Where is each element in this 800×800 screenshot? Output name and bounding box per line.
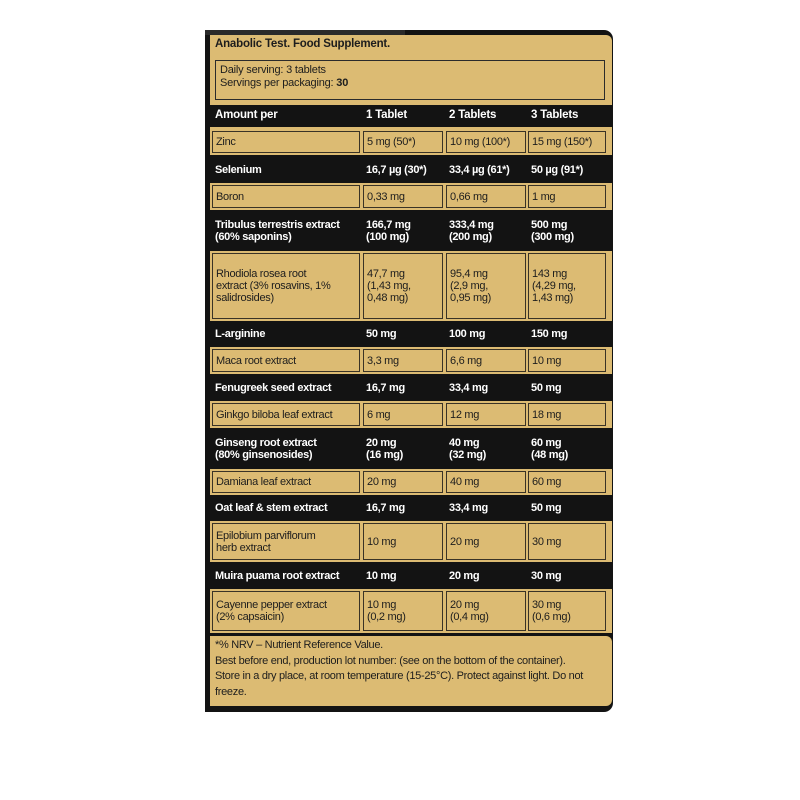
amount-2-tablets-cell — [446, 131, 526, 153]
supplement-facts-panel — [205, 30, 613, 712]
amount-3-tablets-cell — [528, 253, 606, 319]
table-row — [210, 210, 612, 251]
amount-2-tablets: 20 mg — [449, 569, 480, 582]
amount-3-tablets-cell — [528, 403, 606, 426]
servings-per-packaging — [220, 77, 600, 90]
amount-3-tablets-cell — [528, 471, 606, 493]
amount-1-tablet-cell — [363, 428, 443, 469]
table-row — [210, 401, 612, 428]
amount-2-tablets: 6,6 mg — [450, 354, 482, 367]
nutrient-name: Ginseng root extract (80% ginsenosides) — [215, 436, 317, 461]
footer-notes — [210, 636, 612, 706]
amount-2-tablets: 20 mg (0,4 mg) — [450, 599, 489, 623]
footnote-block — [215, 638, 606, 700]
nutrient-name-cell — [212, 321, 360, 347]
amount-1-tablet: 10 mg — [366, 569, 397, 582]
amount-3-tablets: 500 mg (300 mg) — [531, 218, 574, 243]
amount-1-tablet: 6 mg — [367, 408, 391, 421]
servings-per-packaging-label: Servings per packaging: — [220, 77, 337, 89]
amount-3-tablets: 1 mg — [532, 190, 556, 203]
amount-1-tablet-cell — [363, 156, 443, 183]
nutrient-name: Fenugreek seed extract — [215, 381, 332, 394]
nutrient-name: Rhodiola rosea root extract (3% rosavins, 1% salidrosides) — [216, 268, 331, 304]
amount-3-tablets: 50 µg (91*) — [531, 163, 583, 176]
table-row — [210, 156, 612, 183]
amount-2-tablets-cell — [446, 403, 526, 426]
nutrient-name: Epilobium parviflorum herb extract — [216, 529, 316, 554]
amount-3-tablets: 60 mg (48 mg) — [531, 436, 569, 461]
amount-1-tablet-cell — [363, 253, 443, 319]
nutrient-name: Boron — [216, 190, 244, 203]
amount-2-tablets-cell — [446, 374, 526, 401]
amount-1-tablet: 0,33 mg — [367, 190, 405, 203]
nutrient-name-cell — [212, 591, 360, 631]
amount-3-tablets-cell — [528, 374, 606, 401]
amount-2-tablets: 12 mg — [450, 408, 480, 421]
table-row — [210, 469, 612, 495]
amount-3-tablets-cell — [528, 523, 606, 560]
amount-2-tablets: 40 mg — [450, 476, 480, 488]
amount-2-tablets-cell — [446, 591, 526, 631]
amount-1-tablet-cell — [363, 562, 443, 589]
amount-3-tablets-cell — [528, 428, 606, 469]
table-row — [210, 321, 612, 347]
amount-1-tablet: 166,7 mg (100 mg) — [366, 218, 411, 243]
amount-3-tablets: 30 mg (0,6 mg) — [532, 599, 571, 623]
amount-3-tablets: 18 mg — [532, 408, 562, 421]
amount-2-tablets: 33,4 mg — [449, 381, 488, 394]
amount-3-tablets: 143 mg (4,29 mg, 1,43 mg) — [532, 268, 576, 304]
amount-1-tablet-cell — [363, 349, 443, 372]
nutrient-name-cell — [212, 131, 360, 153]
table-row — [210, 562, 612, 589]
amount-1-tablet: 3,3 mg — [367, 354, 399, 367]
amount-3-tablets-cell — [528, 185, 606, 208]
header-3-tablets: 3 Tablets — [531, 109, 579, 121]
amount-3-tablets: 50 mg — [531, 502, 562, 514]
nutrient-name-cell — [212, 253, 360, 319]
table-row — [210, 428, 612, 469]
amount-1-tablet-cell — [363, 210, 443, 251]
amount-1-tablet-cell — [363, 374, 443, 401]
table-header — [210, 105, 612, 127]
footnote-nrv: *% NRV – Nutrient Reference Value. — [215, 639, 383, 651]
nutrient-name: L-arginine — [215, 328, 266, 340]
nutrient-name-cell — [212, 185, 360, 208]
amount-2-tablets: 20 mg — [450, 535, 480, 548]
amount-3-tablets: 50 mg — [531, 381, 562, 394]
nutrient-name-cell — [212, 428, 360, 469]
daily-serving-text: Daily serving: 3 tablets — [220, 64, 326, 76]
table-row — [210, 347, 612, 374]
amount-1-tablet-cell — [363, 591, 443, 631]
amount-3-tablets-cell — [528, 321, 606, 347]
serving-info-box — [215, 60, 605, 100]
nutrient-name: Maca root extract — [216, 354, 296, 367]
nutrient-name: Ginkgo biloba leaf extract — [216, 408, 333, 421]
amount-2-tablets-cell — [446, 349, 526, 372]
amount-2-tablets: 40 mg (32 mg) — [449, 436, 487, 461]
amount-3-tablets-cell — [528, 156, 606, 183]
amount-2-tablets: 100 mg — [449, 328, 486, 340]
amount-3-tablets-cell — [528, 562, 606, 589]
amount-2-tablets-cell — [446, 523, 526, 560]
amount-1-tablet: 16,7 µg (30*) — [366, 163, 427, 176]
nutrient-name-cell — [212, 403, 360, 426]
amount-1-tablet-cell — [363, 321, 443, 347]
product-title: Anabolic Test. Food Supplement. — [215, 38, 391, 50]
nutrient-name: Selenium — [215, 163, 262, 176]
amount-1-tablet: 20 mg — [367, 476, 397, 488]
table-row — [210, 251, 612, 321]
amount-2-tablets-cell — [446, 210, 526, 251]
amount-1-tablet-cell — [363, 185, 443, 208]
amount-1-tablet: 16,7 mg — [366, 381, 405, 394]
nutrient-name: Oat leaf & stem extract — [215, 502, 328, 514]
amount-2-tablets-cell — [446, 253, 526, 319]
nutrient-name: Cayenne pepper extract (2% capsaicin) — [216, 599, 327, 623]
amount-1-tablet: 10 mg — [367, 535, 397, 548]
amount-3-tablets-cell — [528, 349, 606, 372]
amount-2-tablets-cell — [446, 185, 526, 208]
amount-2-tablets: 10 mg (100*) — [450, 136, 510, 148]
header-2-tablets: 2 Tablets — [449, 109, 497, 121]
nutrient-name: Muira puama root extract — [215, 569, 340, 582]
nutrient-name-cell — [212, 471, 360, 493]
amount-1-tablet: 20 mg (16 mg) — [366, 436, 404, 461]
amount-1-tablet-cell — [363, 471, 443, 493]
nutrient-name-cell — [212, 562, 360, 589]
amount-3-tablets: 15 mg (150*) — [532, 136, 592, 148]
footnote-storage: Store in a dry place, at room temperature (15-25°C). Protect against light. Do not freeze. — [215, 670, 584, 698]
amount-2-tablets: 0,66 mg — [450, 190, 488, 203]
nutrient-name: Zinc — [216, 136, 236, 148]
header-amount-per: Amount per — [215, 109, 278, 121]
amount-1-tablet-cell — [363, 495, 443, 521]
amount-2-tablets: 333,4 mg (200 mg) — [449, 218, 494, 243]
servings-per-packaging-value: 30 — [336, 77, 349, 89]
amount-2-tablets-cell — [446, 428, 526, 469]
amount-1-tablet: 10 mg (0,2 mg) — [367, 599, 406, 623]
amount-2-tablets-cell — [446, 156, 526, 183]
amount-1-tablet-cell — [363, 131, 443, 153]
table-row — [210, 129, 612, 155]
nutrient-name-cell — [212, 210, 360, 251]
amount-1-tablet: 50 mg — [366, 328, 397, 340]
amount-3-tablets-cell — [528, 210, 606, 251]
nutrient-name-cell — [212, 349, 360, 372]
footnote-best-before: Best before end, production lot number: (see on the bottom of the container). — [215, 654, 566, 667]
amount-1-tablet: 5 mg (50*) — [367, 136, 416, 148]
amount-1-tablet: 47,7 mg (1,43 mg, 0,48 mg) — [367, 268, 411, 304]
amount-2-tablets-cell — [446, 495, 526, 521]
amount-2-tablets-cell — [446, 321, 526, 347]
table-row — [210, 374, 612, 401]
table-row — [210, 183, 612, 210]
amount-2-tablets-cell — [446, 471, 526, 493]
amount-3-tablets: 30 mg — [531, 569, 562, 582]
amount-3-tablets: 30 mg — [532, 535, 562, 548]
table-row — [210, 589, 612, 633]
nutrient-name: Tribulus terrestris extract (60% saponins) — [215, 218, 340, 243]
table-row — [210, 495, 612, 521]
amount-3-tablets: 150 mg — [531, 328, 568, 340]
amount-3-tablets: 60 mg — [532, 476, 562, 488]
nutrient-name-cell — [212, 523, 360, 560]
amount-1-tablet: 16,7 mg — [366, 502, 405, 514]
amount-3-tablets-cell — [528, 495, 606, 521]
amount-2-tablets: 33,4 µg (61*) — [449, 163, 510, 176]
header-1-tablet: 1 Tablet — [366, 109, 408, 121]
amount-1-tablet-cell — [363, 523, 443, 560]
amount-2-tablets: 95,4 mg (2,9 mg, 0,95 mg) — [450, 268, 492, 304]
amount-3-tablets-cell — [528, 131, 606, 153]
nutrient-name-cell — [212, 495, 360, 521]
nutrient-name: Damiana leaf extract — [216, 476, 311, 488]
amount-2-tablets-cell — [446, 562, 526, 589]
amount-1-tablet-cell — [363, 403, 443, 426]
amount-3-tablets: 10 mg — [532, 354, 562, 367]
nutrient-name-cell — [212, 156, 360, 183]
table-row — [210, 521, 612, 562]
amount-3-tablets-cell — [528, 591, 606, 631]
amount-2-tablets: 33,4 mg — [449, 502, 488, 514]
nutrient-name-cell — [212, 374, 360, 401]
